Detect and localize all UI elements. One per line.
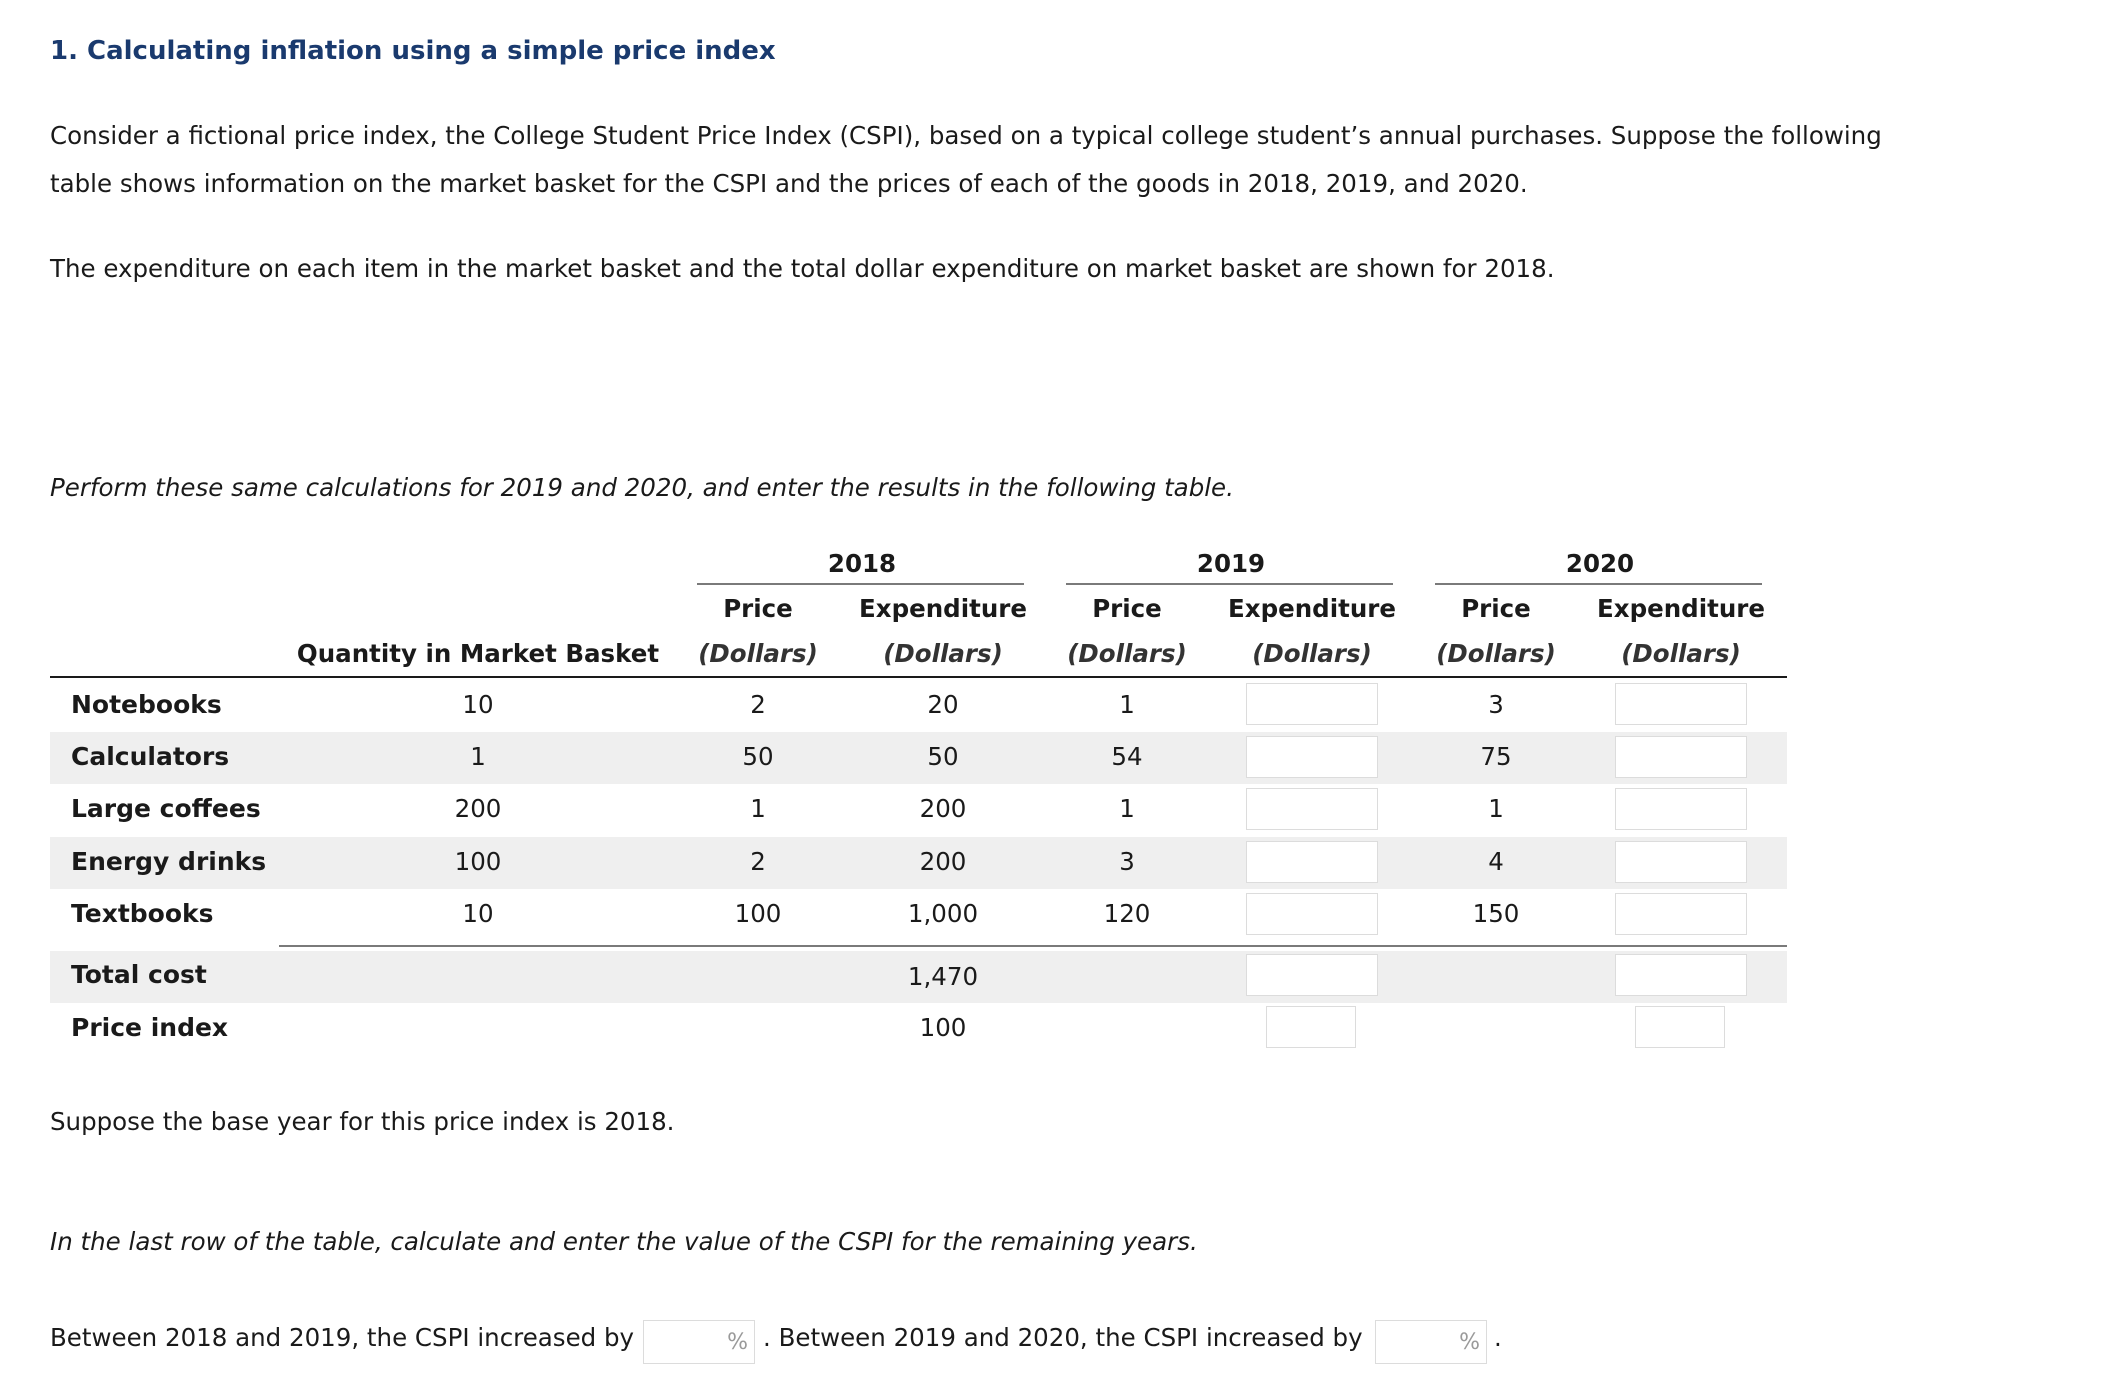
year-underline-2020	[1435, 583, 1762, 585]
price-2018-cell: 50	[742, 742, 774, 771]
expenditure-note: The expenditure on each item in the market basket and the total dollar expenditure on market basket are shown for 2018.	[50, 254, 1555, 283]
quantity-cell: 10	[462, 690, 494, 719]
cspi-increase-2019-input[interactable]	[644, 1321, 736, 1365]
quantity-cell: 100	[454, 847, 502, 876]
expenditure-2019-textbooks-input[interactable]	[1246, 893, 1378, 935]
expenditure-2018-cell: 1,000	[907, 899, 979, 928]
row-label-price-index: Price index	[71, 1013, 229, 1042]
price-2018-cell: 2	[750, 690, 766, 719]
question-title: 1. Calculating inflation using a simple price index	[50, 36, 776, 66]
expenditure-2018-cell: 200	[919, 794, 967, 823]
expenditure-2019-large-coffees-input[interactable]	[1246, 788, 1378, 830]
row-band	[50, 837, 1787, 889]
row-band	[50, 732, 1787, 784]
price-index-2020-input[interactable]	[1635, 1006, 1725, 1048]
unit-label: (Dollars)	[1067, 639, 1187, 668]
year-header-2018: 2018	[827, 549, 897, 578]
price-index-2018-cell: 100	[919, 1013, 967, 1042]
base-year-text: Suppose the base year for this price index is 2018.	[50, 1107, 675, 1136]
expenditure-header-2018: Expenditure	[859, 594, 1027, 623]
expenditure-2020-calculators-input[interactable]	[1615, 736, 1747, 778]
year-header-2019: 2019	[1196, 549, 1266, 578]
price-index-2019-input[interactable]	[1266, 1006, 1356, 1048]
total-cost-2019-input[interactable]	[1246, 954, 1378, 996]
row-label-textbooks: Textbooks	[71, 899, 214, 928]
unit-label: (Dollars)	[883, 639, 1003, 668]
row-label-notebooks: Notebooks	[71, 690, 222, 719]
answer-text-part3: .	[1494, 1323, 1502, 1352]
price-2020-cell: 4	[1488, 847, 1504, 876]
price-2019-cell: 120	[1103, 899, 1151, 928]
year-underline-2019	[1066, 583, 1393, 585]
percent-symbol: %	[727, 1330, 748, 1355]
row-label-large-coffees: Large coffees	[71, 794, 261, 823]
price-2020-cell: 3	[1488, 690, 1504, 719]
price-2020-cell: 1	[1488, 794, 1504, 823]
price-2018-cell: 1	[750, 794, 766, 823]
quantity-cell: 1	[470, 742, 486, 771]
price-2019-cell: 54	[1111, 742, 1143, 771]
quantity-cell: 200	[454, 794, 502, 823]
cspi-increase-2020-input[interactable]	[1376, 1321, 1468, 1365]
expenditure-2018-cell: 200	[919, 847, 967, 876]
unit-label: (Dollars)	[1436, 639, 1556, 668]
price-header-2018: Price	[723, 594, 793, 623]
total-cost-2018-cell: 1,470	[907, 962, 979, 991]
unit-label: (Dollars)	[1252, 639, 1372, 668]
last-row-instruction: In the last row of the table, calculate and enter the value of the CSPI for the remaining years.	[50, 1227, 1198, 1256]
expenditure-2020-large-coffees-input[interactable]	[1615, 788, 1747, 830]
header-rule	[50, 676, 1787, 678]
expenditure-2018-cell: 20	[927, 690, 959, 719]
cspi-increase-2019-field[interactable]	[643, 1320, 755, 1364]
price-2019-cell: 1	[1119, 794, 1135, 823]
quantity-cell: 10	[462, 899, 494, 928]
year-header-2020: 2020	[1565, 549, 1635, 578]
total-cost-2020-input[interactable]	[1615, 954, 1747, 996]
price-header-2020: Price	[1461, 594, 1531, 623]
price-2020-cell: 150	[1472, 899, 1520, 928]
expenditure-2020-energy-drinks-input[interactable]	[1615, 841, 1747, 883]
price-2018-cell: 2	[750, 847, 766, 876]
cspi-increase-2020-field[interactable]	[1375, 1320, 1487, 1364]
expenditure-header-2019: Expenditure	[1228, 594, 1396, 623]
unit-label: (Dollars)	[698, 639, 818, 668]
expenditure-2020-textbooks-input[interactable]	[1615, 893, 1747, 935]
expenditure-2019-calculators-input[interactable]	[1246, 736, 1378, 778]
answer-text-part2: . Between 2019 and 2020, the CSPI increased by	[763, 1323, 1363, 1352]
price-header-2019: Price	[1092, 594, 1162, 623]
price-2018-cell: 100	[734, 899, 782, 928]
price-2019-cell: 1	[1119, 690, 1135, 719]
answer-text-part1: Between 2018 and 2019, the CSPI increased by	[50, 1323, 635, 1352]
percent-symbol: %	[1459, 1330, 1480, 1355]
instruction-text: Perform these same calculations for 2019 and 2020, and enter the results in the following table.	[50, 473, 1234, 502]
expenditure-2020-notebooks-input[interactable]	[1615, 683, 1747, 725]
expenditure-header-2020: Expenditure	[1597, 594, 1765, 623]
total-rule	[279, 945, 1787, 947]
row-label-energy-drinks: Energy drinks	[71, 847, 267, 876]
intro-paragraph: Consider a fictional price index, the College Student Price Index (CSPI), based on a typical college student’s annual purchases. Suppose the following table shows information on the market basket for the CSPI and the prices of each of the goods in 2018, 2019, and 2020.	[50, 121, 1882, 198]
expenditure-2019-notebooks-input[interactable]	[1246, 683, 1378, 725]
price-2020-cell: 75	[1480, 742, 1512, 771]
row-label-total-cost: Total cost	[71, 960, 207, 989]
quantity-header: Quantity in Market Basket	[296, 639, 660, 668]
unit-label: (Dollars)	[1621, 639, 1741, 668]
price-2019-cell: 3	[1119, 847, 1135, 876]
expenditure-2019-energy-drinks-input[interactable]	[1246, 841, 1378, 883]
row-label-calculators: Calculators	[71, 742, 230, 771]
year-underline-2018	[697, 583, 1024, 585]
expenditure-2018-cell: 50	[927, 742, 959, 771]
